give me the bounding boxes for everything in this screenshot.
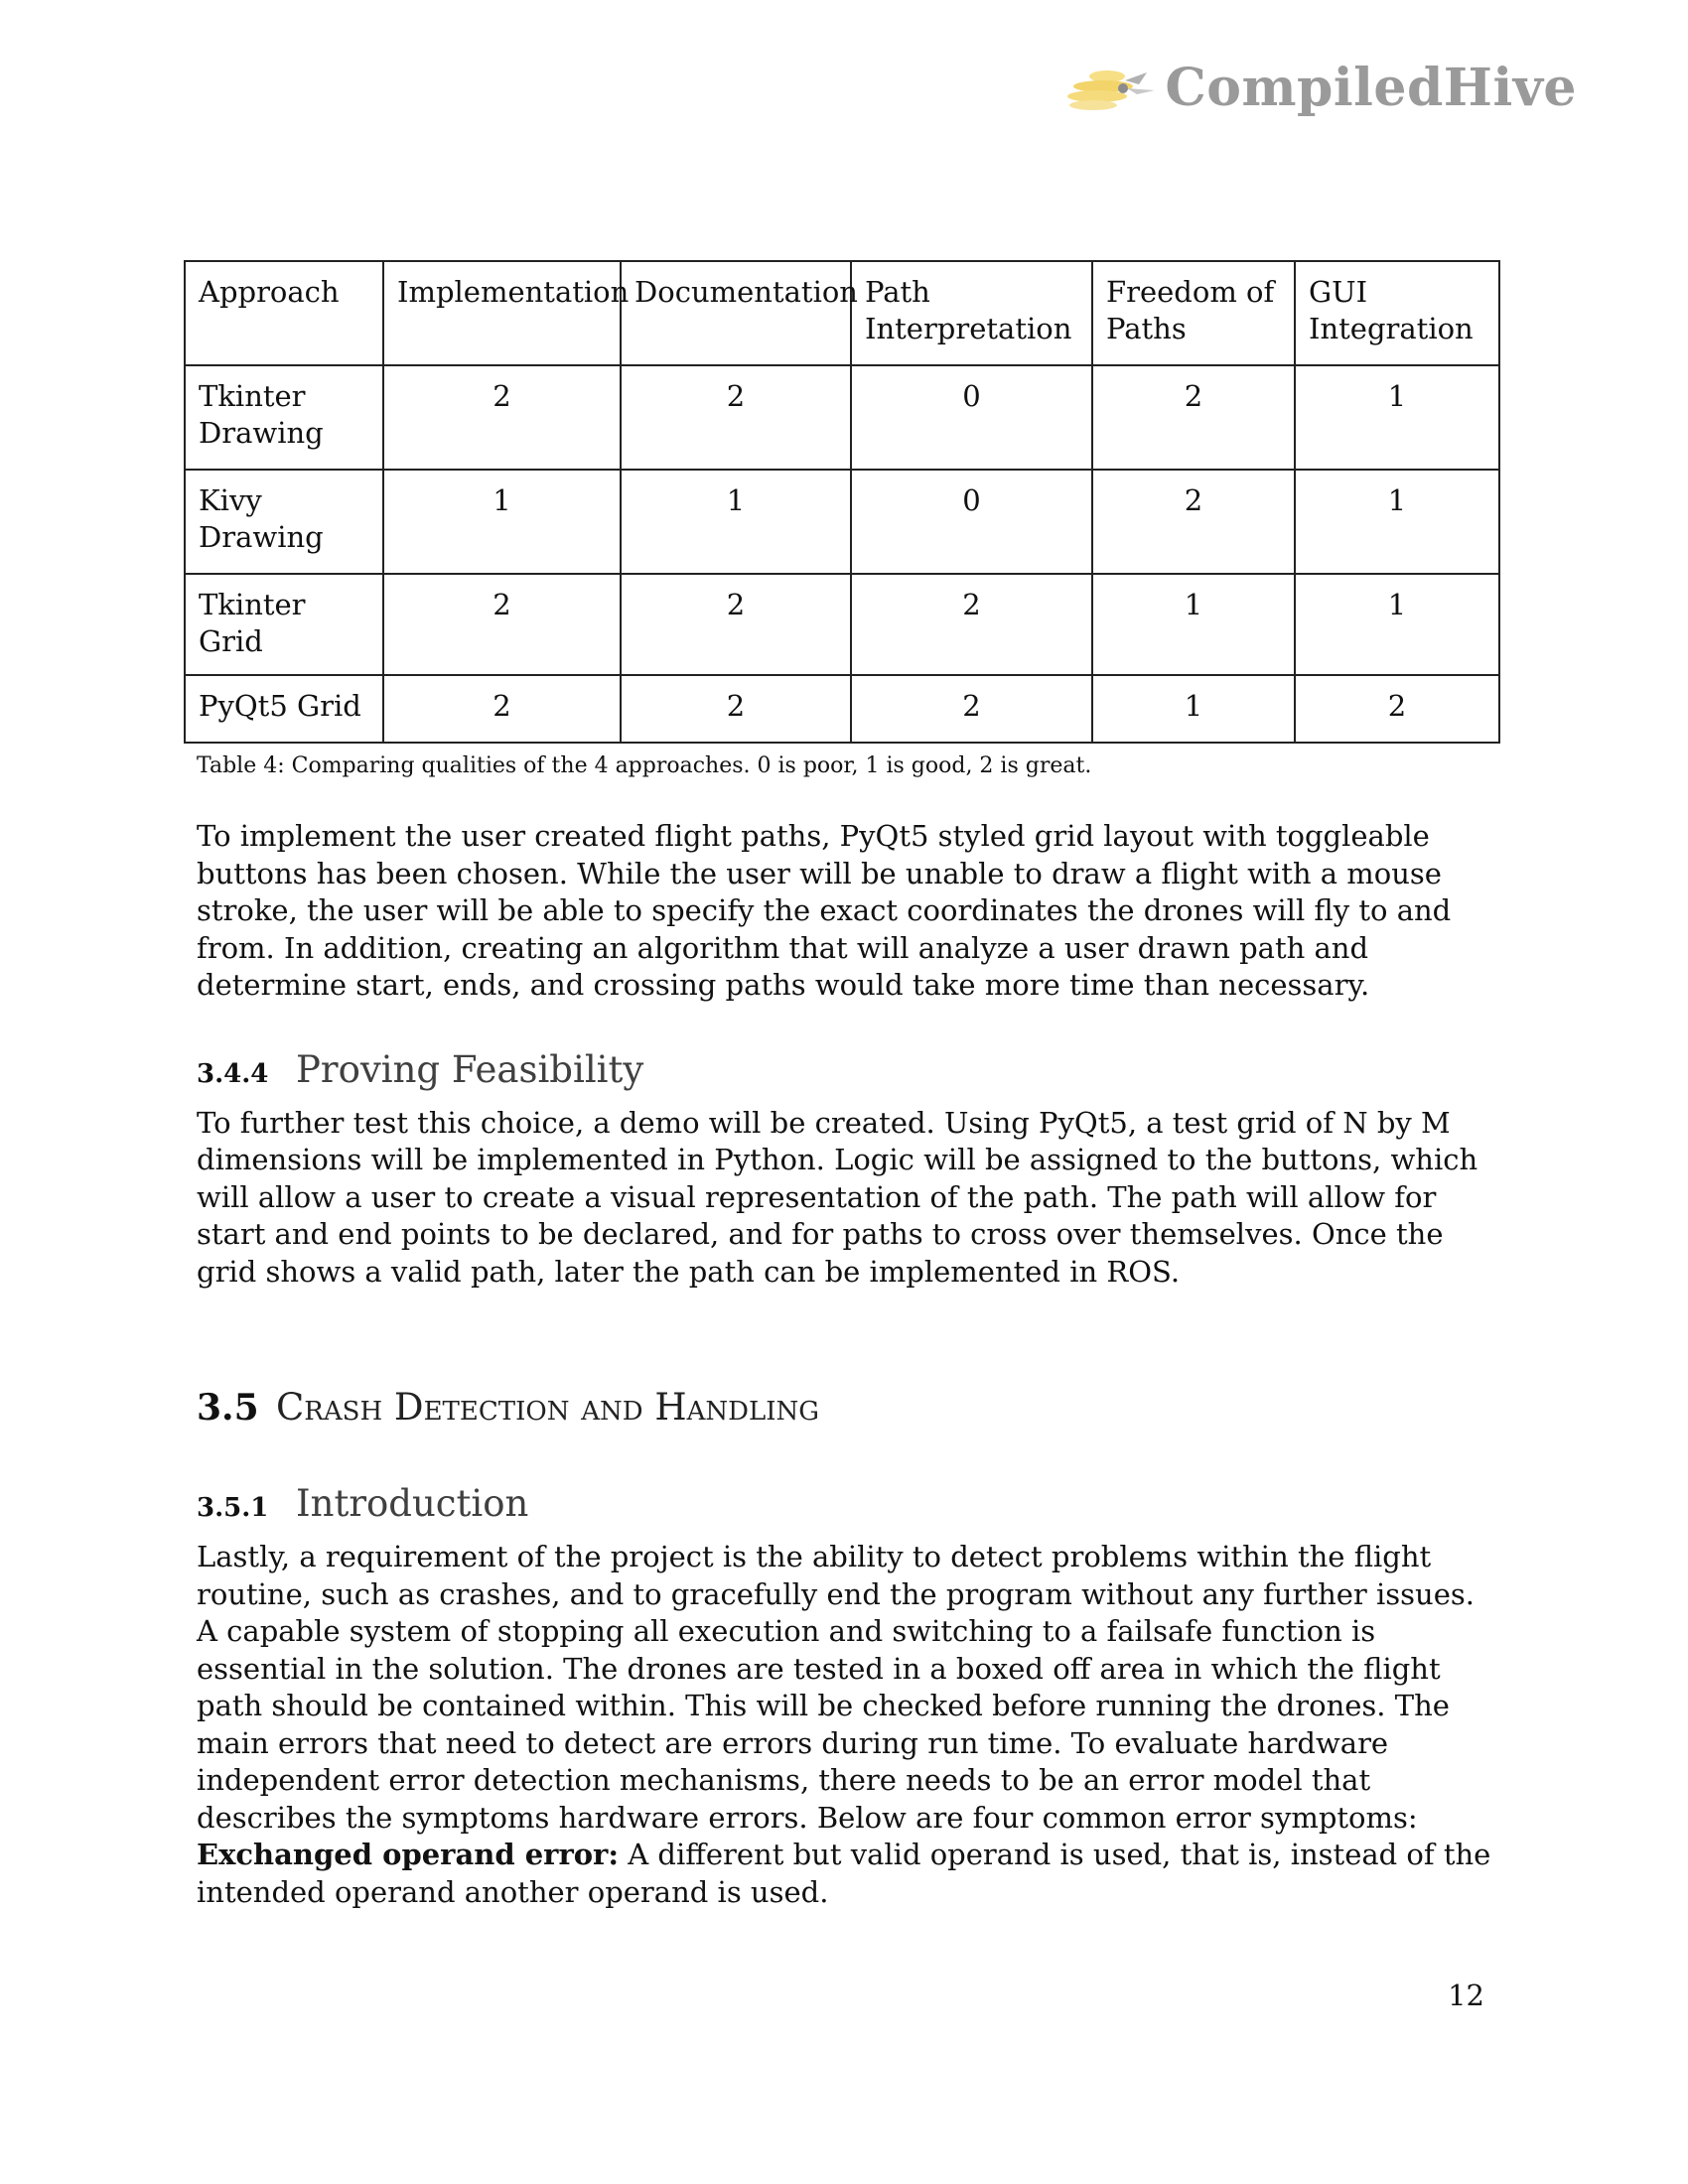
- score-cell: 2: [1295, 675, 1499, 743]
- section-number: 3.5: [197, 1387, 259, 1429]
- section-title: Proving Feasibility: [296, 1047, 644, 1091]
- table-row: [185, 470, 1499, 574]
- section-title: Crash Detection and Handling: [276, 1386, 820, 1429]
- score-cell: 2: [851, 675, 1092, 743]
- column-header: GUI Integration: [1295, 261, 1499, 365]
- column-header: Documentation: [621, 261, 851, 365]
- score-cell: 2: [1092, 365, 1295, 470]
- score-cell: 1: [1092, 675, 1295, 743]
- score-cell: 2: [851, 574, 1092, 675]
- score-cell: 2: [383, 365, 621, 470]
- score-cell: 2: [621, 365, 851, 470]
- definition-paragraph: [197, 1837, 1498, 1911]
- body-paragraph: To implement the user created flight paths, PyQt5 styled grid layout with toggleable buttons has been chosen. While the user will be unable to draw a flight with a mouse stroke, the user will be able to specify the exact coordinates the drones will fly to and from. In addition, creating an algorithm that will analyze a user drawn path and determine start, ends, and crossing paths would take more time than necessary.: [197, 819, 1452, 1002]
- table-row: [185, 574, 1499, 675]
- score-cell: 1: [621, 470, 851, 574]
- score-cell: 1: [1092, 574, 1295, 675]
- body-paragraph: Lastly, a requirement of the project is the ability to detect problems within the flight routine, such as crashes, and to gracefully end the program without any further issues. A capable system of stopping all execution and switching to a failsafe function is essential in the solution. The drones are tested in a boxed off area in which the flight path should be contained within. This will be checked before running the drones. The main errors that need to detect are errors during run time. To evaluate hardware independent error detection mechanisms, there needs to be an error model that describes the symptoms hardware errors. Below are four common error symptoms:: [197, 1540, 1475, 1835]
- table-row: [185, 675, 1499, 743]
- column-header: Path Interpretation: [851, 261, 1092, 365]
- score-cell: 2: [621, 675, 851, 743]
- score-cell: 1: [1295, 574, 1499, 675]
- section-number: 3.5.1: [197, 1493, 269, 1523]
- score-cell: 2: [383, 675, 621, 743]
- score-cell: 1: [1295, 470, 1499, 574]
- approach-cell: PyQt5 Grid: [185, 675, 383, 743]
- section-heading-3-4-4: [197, 1048, 1498, 1091]
- section-title: Introduction: [296, 1482, 529, 1525]
- table-caption: Table 4: Comparing qualities of the 4 approaches. 0 is poor, 1 is good, 2 is great.: [197, 753, 1092, 778]
- logo-text: CompiledHive: [1165, 58, 1577, 118]
- company-logo: [1067, 58, 1577, 118]
- section-number: 3.4.4: [197, 1058, 269, 1089]
- approach-comparison-table: [184, 260, 1500, 744]
- definition-term: Exchanged operand error:: [197, 1838, 620, 1871]
- approach-cell: Kivy Drawing: [185, 470, 383, 574]
- definition-text: A different but valid operand is used, that is, instead of the intended operand another operand is used.: [197, 1838, 1491, 1909]
- section-heading-3-5-1: [197, 1482, 1498, 1525]
- column-header: Freedom of Paths: [1092, 261, 1295, 365]
- approach-cell: Tkinter Grid: [185, 574, 383, 675]
- score-cell: 2: [383, 574, 621, 675]
- approach-cell: Tkinter Drawing: [185, 365, 383, 470]
- body-paragraph: To further test this choice, a demo will be created. Using PyQt5, a test grid of N by M dimensions will be implemented in Python. Logic will be assigned to the buttons, which will allow a user to create a visual representation of the path. The path will allow for start and end points to be declared, and for paths to cross over themselves. Once the grid shows a valid path, later the path can be implemented in ROS.: [197, 1105, 1478, 1289]
- table-row: [185, 365, 1499, 470]
- score-cell: 2: [1092, 470, 1295, 574]
- column-header: Implementation: [383, 261, 621, 365]
- score-cell: 1: [1295, 365, 1499, 470]
- section-heading-3-5: [197, 1386, 1498, 1429]
- page-number: 12: [1448, 1979, 1484, 2012]
- bee-logo-icon: [1067, 63, 1159, 114]
- table-header-row: [185, 261, 1499, 365]
- column-header: Approach: [185, 261, 383, 365]
- score-cell: 0: [851, 365, 1092, 470]
- score-cell: 1: [383, 470, 621, 574]
- score-cell: 0: [851, 470, 1092, 574]
- page-content: [184, 260, 1498, 1911]
- score-cell: 2: [621, 574, 851, 675]
